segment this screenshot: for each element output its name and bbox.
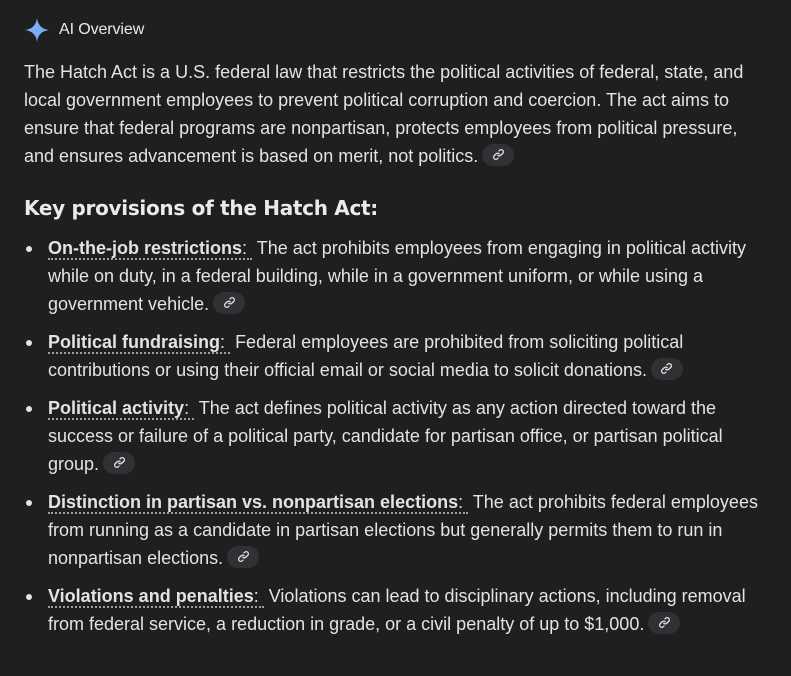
link-icon <box>492 141 505 169</box>
source-link-button[interactable] <box>227 546 259 568</box>
link-icon <box>223 289 236 317</box>
source-link-button[interactable] <box>648 612 680 634</box>
provision-term: Political activity <box>48 398 185 418</box>
colon: : <box>458 492 464 512</box>
source-link-button[interactable] <box>651 358 683 380</box>
colon: : <box>184 398 190 418</box>
link-icon <box>237 543 250 571</box>
link-icon <box>658 609 671 637</box>
provision-term-link[interactable] <box>48 398 194 420</box>
ai-overview-panel <box>0 15 791 638</box>
list-item <box>24 328 767 384</box>
ai-overview-title: AI Overview <box>59 21 145 38</box>
provision-text: Violations can lead to disciplinary actions, including removal from federal service, a reduction in grade, or a civil penalty of up to $1,000. <box>48 586 746 634</box>
provision-term: Distinction in partisan vs. nonpartisan elections <box>48 492 459 512</box>
intro-text: The Hatch Act is a U.S. federal law that restricts the political activities of federal, state, and local government employees to prevent political corruption and coercion. The act aims to ensure that federal programs are nonpartisan, protects employees from political pressure, and ensures advancement is based on merit, not politics. <box>24 62 744 166</box>
colon: : <box>242 238 248 258</box>
bullet <box>26 594 32 600</box>
sparkle-icon <box>24 17 50 43</box>
provision-text: The act prohibits employees from engaging in political activity while on duty, in a federal building, while in a government uniform, or while using a government vehicle. <box>48 238 746 314</box>
list-item <box>24 582 767 638</box>
colon: : <box>220 332 226 352</box>
provision-term-link[interactable] <box>48 332 230 354</box>
source-link-button[interactable] <box>213 292 245 314</box>
list-item <box>24 394 767 478</box>
bullet <box>26 340 32 346</box>
provision-term: Violations and penalties <box>48 586 254 606</box>
provision-term: Political fundraising <box>48 332 221 352</box>
list-item <box>24 234 767 318</box>
provisions-list <box>24 234 767 638</box>
intro-paragraph <box>24 58 767 170</box>
link-icon <box>660 355 673 383</box>
list-item <box>24 488 767 572</box>
source-link-button[interactable] <box>103 452 135 474</box>
source-link-button[interactable] <box>482 144 514 166</box>
bullet <box>26 500 32 506</box>
provision-term-link[interactable] <box>48 586 264 608</box>
provision-term: On-the-job restrictions <box>48 238 243 258</box>
provision-term-link[interactable] <box>48 238 252 260</box>
provision-term-link[interactable] <box>48 492 468 514</box>
ai-overview-header <box>24 15 767 45</box>
bullet <box>26 406 32 412</box>
section-title: Key provisions of the Hatch Act: <box>24 196 379 220</box>
provision-text: The act defines political activity as any action directed toward the success or failure of a political party, candidate for partisan office, or partisan political group. <box>48 398 723 474</box>
colon: : <box>253 586 259 606</box>
provision-text: Federal employees are prohibited from soliciting political contributions or using their official email or social media to solicit donations. <box>48 332 684 380</box>
provision-text: The act prohibits federal employees from running as a candidate in partisan elections but generally permits them to run in nonpartisan elections. <box>48 492 758 568</box>
link-icon <box>113 449 126 477</box>
bullet <box>26 246 32 252</box>
